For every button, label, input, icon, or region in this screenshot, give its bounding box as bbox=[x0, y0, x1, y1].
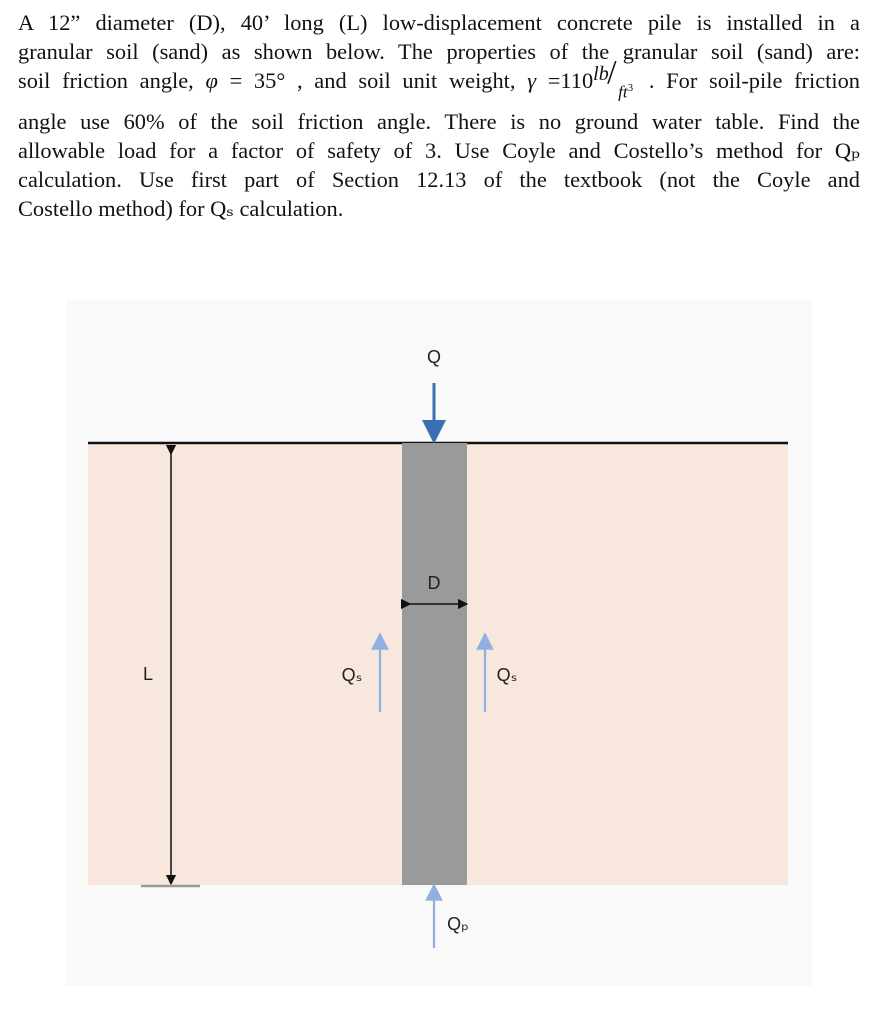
problem-line-1: A 12” diameter (D), 40’ long (L) low-displacement concrete pile is installed in a bbox=[18, 10, 860, 35]
gamma-symbol: γ bbox=[527, 68, 537, 93]
pile bbox=[402, 443, 467, 885]
unit-power: 3 bbox=[627, 82, 634, 94]
gamma-value: =110 bbox=[536, 68, 594, 93]
skin-friction-label-right: Qₛ bbox=[496, 665, 518, 685]
unit-weight-fraction: lb / $ft^3$ bbox=[593, 54, 634, 102]
phi-value: = 35° bbox=[217, 68, 297, 93]
phi-symbol: φ bbox=[205, 68, 218, 93]
skin-friction-label-left: Qₛ bbox=[341, 665, 363, 685]
problem-line-7: Costello method) for Qₛ calculation. bbox=[18, 196, 344, 221]
problem-line-4: angle use 60% of the soil friction angle. There is no ground water table. Find the bbox=[18, 109, 860, 134]
diameter-label: D bbox=[427, 573, 441, 593]
problem-line-6: calculation. Use first part of Section 12.13 of the textbook (not the Coyle and bbox=[18, 167, 860, 192]
problem-line-5: allowable load for a factor of safety of 3. Use Coyle and Costello’s method for Qₚ bbox=[18, 138, 860, 163]
unit-denominator: ft bbox=[618, 82, 628, 102]
problem-line-3c: . For soil-pile friction bbox=[637, 68, 860, 93]
unit-numerator: lb bbox=[593, 63, 609, 85]
problem-line-2: granular soil (sand) as shown below. The properties of the granular soil (sand) are: bbox=[18, 39, 860, 64]
length-label: L bbox=[142, 664, 154, 684]
problem-line-3a: soil friction angle, bbox=[18, 68, 206, 93]
end-bearing-label: Qₚ bbox=[447, 914, 469, 934]
problem-line-3b: , and soil unit weight, bbox=[297, 68, 528, 93]
load-label: Q bbox=[426, 347, 442, 367]
